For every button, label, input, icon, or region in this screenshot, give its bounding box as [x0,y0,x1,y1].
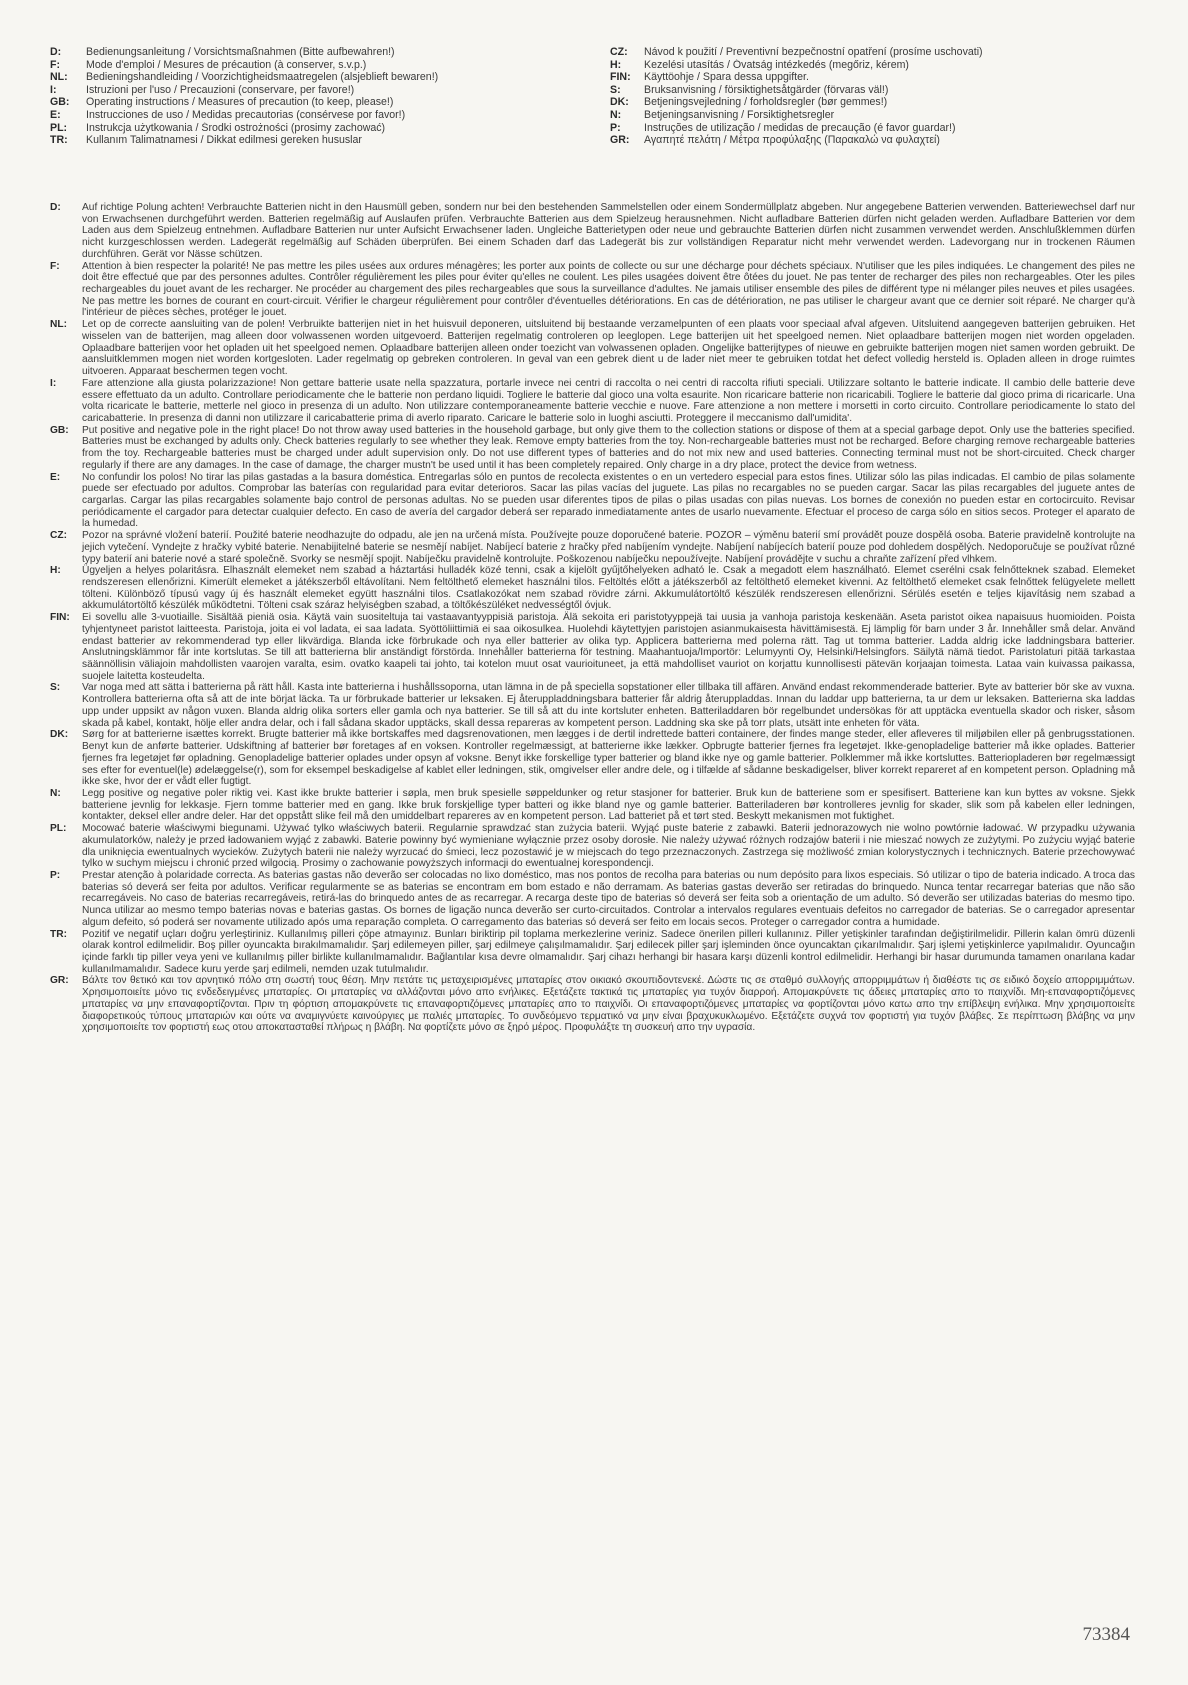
language-code: NL: [50,71,68,84]
section-text: Pozitif ve negatif uçları doğru yerleştiriniz. Kullanılmış pilleri çöpe atmayınız. Bunları biriktirip pil toplama merkezlerine veriniz. Sadece önerilen pilleri kullanınız. Piller yetişkinler tarafından değiştirilmelidir. Pillerin kalan ömrü düzenli olarak kontrol edilmelidir. Boş piller oyuncakta bırakılmamalıdır. Şarj edilemeyen piller, şarj edilmeye çalışılmamalıdır. Şarj edilecek piller şarj işleminden önce oyuncaktan çıkarılmalıdır. Şarj işlemi yetişkinlerce yapılmalıdır. Oyuncağın içinde farklı tip piller veya yeni ve kullanılmış piller birlikte kullanılmamalıdır. Bağlantılar kısa devre olmamalıdır. Şarj cihazı herhangi bir hasara karşı düzenli kontrol edilmelidir. Herhangi bir hasar durumunda tamamen onarılana kadar kullanılmamalıdır. Sadece kuru yerde şarj edilmeli, nemden uzak tutulmalıdır. [82,928,1135,975]
header-row [50,71,575,84]
section-text: Auf richtige Polung achten! Verbrauchte Batterien nicht in den Hausmüll geben, sondern nur bei den bestehenden Sammelstellen oder einem Sondermüllplatz abgeben. Nur angegebene Batterien verwenden. Batteriewechsel darf nur von Erwachsenen durchgeführt werden. Batterien regelmäßig auf Auslaufen prüfen. Verbrauchte Batterien aus dem Spielzeug herausnehmen. Nicht aufladbare Batterien dürfen nicht geladen werden. Aufladbare Batterien vor dem Laden aus dem Spielzeug entnehmen. Aufladbare Batterien nur unter Aufsicht Erwachsener laden. Ungleiche Batterietypen oder neue und gebrauchte Batterien dürfen nicht zusammen verwendet werden. Anschlußklemmen dürfen nicht kurzgeschlossen werden. Ladegerät regelmäßig auf Schäden überprüfen. Bei einem Schaden darf das Ladegerät bis zur vollständigen Reparatur nicht mehr verwendet werden. Ladevorgang nur in trockenen Räumen durchführen. Gerät vor Nässe schützen. [82,202,1135,260]
header-right-column [610,46,1135,147]
section-text: Ügyeljen a helyes polaritásra. Elhasznált elemeket nem szabad a háztartási hulladék közé tenni, csak a kijelölt gyűjtőhelyeken adható le. Csak a megadott elem használható. Elemet cserélni csak felnőtteknek szabad. Elemeket rendszeresen ellenőrizni. Kimerült elemeket a játékszerből eltávolítani. Nem feltölthető elemeket használni tilos. Feltöltés előtt a játékszerből az feltölthető elemeket kivenni. Az feltölthető elemeket csak felnőttek felügyelete mellett tölteni. Különböző típusú vagy új és használt elemeket együtt használni tilos. Csatlakozókat nem szabad rövidre zárni. Akkumulátortöltő készülék rendszeresen ellenőrizni. Sérülés esetén e teljes kijavításig nem szabad a akkumulátortöltő készülék működtetni. Tölteni csak száraz helyiségben szabad, a töltőkészüléket nedvességtől óvjuk. [82,565,1135,612]
section-language-code: I: [50,377,57,389]
section-text: Βάλτε τον θετικό και τον αρνητικό πόλο στη σωστή τους θέση. Μην πετάτε τις μεταχειρισμένες μπαταρίες στον οικιακό σκουπιδοντενεκέ. Δώστε τις σε σταθμό συλλογής απορριμμάτων ή διαθέστε τις σε ειδικό δοχείο απορριμμάτων. Χρησιμοποιείτε μόνο τις ενδεδειγμένες μπαταρίες. Οι μπαταρίες να αλλάζονται μόνο απο ενήλικες. Εξετάζετε τακτικά τις μπαταρίες για τυχόν διαρροή. Απομακρύνετε τις άδειες μπαταρίες απο το παιχνίδι. Μη-επαναφορτιζόμενες μπαταρίες να μην επαναφορτίζονται. Πριν τη φόρτιση απομακρύνετε τις επαναφορτιζόμενες μπαταρίες απο το παιχνίδι. Οι επαναφορτιζόμενες μπαταρίες να φορτίζονται μόνο κατω απο την επίβλεψη ενήλικα. Μην χρησιμοποιείτε διαφορετικούς τύπους μπαταριών και ούτε να αναμιγνύετε καινούργιες με παλιές μπαταρίες. Το συνδεόμενο τερματικό να μην είναι βραχυκυκλωμένο. Εξετάζετε συχνά τον φορτιστή για τυχόν βλάβες. Σε περίπτωση βλάβης να μην χρησιμοποιείτε τον φορτιστή εως οτου αποκατασταθεί πλήρως η βλάβη. Να φορτίζετε μόνο σε ξηρό μέρος. Προφυλάξτε τη συσκευή απο την υγρασία. [82,975,1135,1034]
language-section [50,565,1135,612]
header-row [50,96,575,109]
section-text: Sørg for at batterierne isættes korrekt. Brugte batterier må ikke bortskaffes med dagsrenovationen, men lægges i de dertil indrettede batteri containere, der findes mange steder, eller afleveres til miljøbilen eller på genbrugsstationen. Benyt kun de anførte batterier. Udskiftning af batterier bør foretages af en voksen. Kontroller regelmæssigt, at batterierne ikke lækker. Opbrugte batterier fjernes fra legetøjet. Ikke-genopladelige batterier må ikke oplades. Batterier fjernes fra legetøjet før opladning. Genopladelige batterier oplades under opsyn af voksne. Benyt ikke forskellige typer batterier og bland ikke nye og gamle batterier. Polklemmer må ikke kortsluttes. Batteriopladeren bør regelmæssigt ses efter for eventuel(le) ødelæggelse(r), som for eksempel beskadigelse af kablet eller ledningen, stik, omgivelser eller andre dele, og i tilfælde af sådanne beskadigelser, bliver korrekt repareret af en kompetent person. Opladning må ikke ske, hvor der er vådt eller fugtigt. [82,729,1135,788]
language-section [50,319,1135,378]
section-language-code: CZ: [50,530,67,542]
header-title: Bedienungsanleitung / Vorsichtsmaßnahmen (Bitte aufbewahren!) [86,46,395,58]
language-code: H: [610,58,622,71]
language-code: D: [50,46,62,58]
header-row [610,84,1135,97]
section-language-code: GR: [50,975,69,987]
language-section [50,870,1135,929]
section-language-code: NL: [50,319,67,331]
header-row [610,71,1135,84]
language-section [50,612,1135,682]
language-code: FIN: [610,71,631,84]
header-row [610,96,1135,109]
section-text: Let op de correcte aansluiting van de polen! Verbruikte batterijen niet in het huisvuil deponeren, uitsluitend bij bestaande verzamelpunten of een plaats voor speciaal afval afgeven. Uitsluitend aangegeven batterijen gebruiken. Het wisselen van de batterijen, mag alleen door volwassenen worden uitgevoerd. Batterijen regelmatig controleren op leeglopen. Lege batterijen uit het speelgoed nemen. Niet oplaadbare batterijen mogen niet worden opgeladen. Oplaadbare batterijen voor het opladen uit het speelgoed nemen. Oplaadbare batterijen alleen onder toezicht van volwassenen opladen. Ongelijke batterijtypes of nieuwe en gebruikte batterijen mogen niet samen worden gebruikt. De aansluitklemmen mogen niet worden kortgesloten. Lader regelmatig op gebreken controleren. In geval van een gebrek dient u de lader niet meer te gebruiken totdat het defect volledig hersteld is. Opladen alleen in droge ruimtes uitvoeren. Apparaat beschermen tegen vocht. [82,319,1135,378]
header-row [50,109,575,122]
section-language-code: F: [50,260,60,272]
section-language-code: E: [50,471,61,483]
header-title: Instrukcja użytkowania / Środki ostrożności (prosimy zachować) [86,121,386,134]
header-row [50,46,575,59]
language-code: N: [610,108,622,121]
header-title: Bedieningshandleiding / Voorzichtigheidsmaatregelen (alsjeblieft bewaren!) [86,71,439,84]
header-title: Betjeningsanvisning / Forsiktighetsregler [644,108,835,121]
language-code: S: [610,83,621,96]
header-title: Operating instructions / Measures of precaution (to keep, please!) [86,96,394,109]
header-row [610,109,1135,122]
language-section [50,729,1135,788]
section-language-code: DK: [50,729,69,741]
header-row [610,122,1135,135]
section-language-code: D: [50,202,61,213]
section-text: Var noga med att sätta i batterierna på rätt håll. Kasta inte batterierna i hushållssoporna, utan lämna in de på speciella sopstationer eller tillbaka till affären. Använd endast rekommenderade batterier. Byte av batterier bör ske av vuxna. Kontrollera batterierna ofta så att de inte börjat läcka. Ta ur förbrukade batterier ur leksaken. Ej återuppladdningsbara batterier får aldrig återuppladdas. Innan du laddar upp batterierna, ta ur dem ur leksaken. Batterierna ska laddas upp under uppsikt av någon vuxen. Blanda aldrig olika sorters eller gamla och nya batterier. Se till så att du inte kortsluter enheten. Batteriladdaren bör regelbundet undersökas för att upptäcka eventuella skador och risker, såsom skada på kabel, kontakt, hölje eller andra delar, och i fall sådana skador upptäcks, skall dessa repareras av kompetent person. Laddning ska ske på torr plats, utsätt inte enheten för väta. [82,682,1135,729]
header-title: Kullanım Talimatnamesi / Dikkat edilmesi gereken hususlar [86,134,362,147]
language-section [50,929,1135,976]
header-row [50,84,575,97]
language-code: TR: [50,134,68,147]
language-code: DK: [610,96,629,109]
header-title: Mode d'emploi / Mesures de précaution (à conserver, s.v.p.) [86,58,367,71]
language-section [50,425,1135,472]
language-code: GR: [610,134,630,147]
language-code: PL: [50,121,68,134]
language-section [50,378,1135,425]
language-section [50,261,1135,320]
section-language-code: P: [50,869,61,881]
section-text: Fare attenzione alla giusta polarizzazione! Non gettare batterie usate nella spazzatura, portarle invece nei centri di raccolta o nei centri di raccolta rifiuti speciali. Utilizzare soltanto le batterie indicate. Il cambio delle batterie deve essere effettuato da un adulto. Controllare periodicamente che le batterie non perdano liquidi. Togliere le batterie dal gioco una volta esaurite. Non ricaricare batterie non ricaricabili. Togliere le batterie dal gioco prima di ricaricarle. Una volta ricaricate le batterie, metterle nel gioco in presenza di un adulto. Non utilizzare contemporaneamente batterie vecchie e nuove. Fare attenzione a non mettere i morsetti in corto circuito. Controllare periodicamente lo stato del caricabatterie. In presenza di danni non utilizzare il caricabatterie prima di averlo riparato. Caricare le batterie solo in luoghi asciutti. Proteggere il meccanismo dall'umidita'. [82,377,1135,424]
language-code: F: [50,58,60,71]
header-title: Návod k použití / Preventivní bezpečnostní opatření (prosíme uschovati) [644,46,983,58]
language-code: P: [610,121,621,134]
header-title: Istruzioni per l'uso / Precauzioni (conservare, per favore!) [86,83,355,96]
language-code: GB: [50,96,70,109]
section-language-code: N: [50,787,61,799]
header-row [50,59,575,72]
section-text: No confundir los polos! No tirar las pilas gastadas a la basura doméstica. Entregarlas sólo en puntos de recolecta existentes o en un vertedero especial para estos fines. Utilizar sólo las pilas indicadas. El cambio de pilas solamente puede ser efectuado por adultos. Comprobar las baterías con regularidad para evitar deterioros. Sacar las pilas vacías del juguete. Las pilas no recargables no se pueden cargar. Sacar las pilas recargables del juguete antes de cargarlas. Cargar las pilas recargables solamente bajo control de personas adultas. No se pueden usar diferentes tipos de pilas o pilas usadas con pilas nuevas. Los bornes de conexión no pueden estar en cortocircuito. Revisar periódicamente el cargador para detectar cualquier defecto. En caso de avería del cargador deberá ser reparado inmediatamente antes de usarlo nuevamente. Efectuar el proceso de carga sólo en sitios secos. Proteger el aparato de la humedad. [82,471,1135,530]
section-text: Prestar atenção à polaridade correcta. As baterias gastas não deverão ser colocadas no lixo doméstico, mas nos pontos de recolha para baterias ou num depósito para lixos especiais. Só utilizar o tipo de bateria indicado. A troca das baterias só deverá ser feita por adultos. Verificar regularmente se as baterias se encontram em bom estado e não derramam. As baterias gastas deverão ser retiradas do brinquedo. Nunca tentar recarregar baterias que não são recarregáveis. No caso de baterias recarregáveis, retirá-las do brinquedo antes de as recarregar. A recarga deste tipo de baterias só deverá ser feita sob a orientação de um adulto. Só deverão ser utilizadas baterias do mesmo tipo. Nunca utilizar ao mesmo tempo baterias novas e baterias gastas. Os bornes de ligação nunca deverão ser curto-circuitados. Controlar a intervalos regulares eventuais defeitos no carregador de baterias. Se o carregador apresentar algum defeito, só poderá ser novamente utilizado após uma reparação completa. O carregamento das baterias só deverá ser feito em locais secos. Proteger o carregador contra a humidade. [82,869,1135,928]
header-title: Käyttöohje / Spara dessa uppgifter. [644,71,809,84]
language-code: E: [50,108,61,121]
document-number: 73384 [1082,1624,1130,1645]
section-text: Legg positive og negative poler riktig vei. Kast ikke brukte batterier i søpla, men bruk spesielle søppeldunker og retur stasjoner for batterier. Bruk kun de batteriene som er spesifisert. Batteriene kan kun byttes av voksne. Sjekk batteriene jevnlig for lekkasje. Fjern tomme batterier med en gang. Ikke bruk forskjellige typer batteri og ikke bland nye og gamle batterier. Batteriladeren bør kontrolleres jevnlig for skader, slik som på kabelen eller ledningen, kontakter, deksel eller andre deler. Har det oppstått slike feil må den umiddelbart repareres av en kompetent person. Lad batteriet på et tørt sted. Beskytt mekanismen mot fuktighet. [82,787,1135,823]
language-code: I: [50,83,57,96]
section-language-code: FIN: [50,612,70,624]
header-row [610,59,1135,72]
section-language-code: S: [50,682,61,694]
header-title: Bruksanvisning / försiktighetsåtgärder (förvaras väl!) [644,83,889,96]
language-header [50,46,1135,147]
section-text: Attention à bien respecter la polarité! Ne pas mettre les piles usées aux ordures ménagères; les porter aux points de collecte ou sur une décharge pour déchets spéciaux. N'utiliser que les piles indiquées. Le changement des piles ne doit être effectué que par des personnes adultes. Contrôler régulièrement les piles pour éviter qu'elles ne coulent. Les piles usagées doivent être ôtées du jouet. Ne pas tenter de recharger des piles non rechargeables. Oter les piles rechargeables du jouet avant de les recharger. Ne procéder au chargement des piles rechargeables que sous la surveillance d'adultes. Ne jamais utiliser ensemble des piles de différent type ni mélanger piles neuves et piles usagées. Ne pas mettre les bornes de courant en court-circuit. Vérifier le chargeur régulièrement pour contrôler d'éventuelles détériorations. En cas de détérioration, ne pas utiliser le chargeur avant que ce dernier soit réparé. Ne charger qu'à l'intérieur de pièces sèches, protéger le jouet. [82,260,1135,319]
header-title: Instrucciones de uso / Medidas precautorias (consérvese por favor!) [86,108,406,121]
language-section [50,202,1135,261]
section-language-code: GB: [50,424,69,436]
language-section [50,823,1135,870]
header-row [610,134,1135,147]
header-title: Kezelési utasítás / Óvatság intézkedés (megőriz, kérem) [644,58,909,71]
header-row [610,46,1135,59]
header-title: Αγαπητέ πελάτη / Μέτρα προφύλαξης (Παρακαλώ να φυλαχτεί) [644,134,940,147]
section-text: Ei sovellu alle 3-vuotiaille. Sisältää pieniä osia. Käytä vain suositeltuja tai vastaavantyyppisiä paristoja. Älä sekoita eri paristotyyppejä tai uusia ja vanhoja paristoja keskenään. Aseta paristot oikea napaisuus huomioiden. Poista tyhjentyneet paristot laitteesta. Paristoja, joita ei vol ladata, ei saa ladata. Syöttöliittimiä ei saa oikosulkea. Huolehdi käytettyjen paristojen asianmukaisesta hävittämisestä. Ej lämplig för barn under 3 år. Innehåller små delar. Använd endast batterier av rekommenderad typ eller likvärdiga. Blanda icke förbrukade och nya eller batterier av olika typ. Applicera batterierna med polerna rätt. Tag ut tomma batterier. Ladda aldrig icke laddningsbara batterier. Anslutningsklämmor får inte kortslutas. Se till att batterierna blir anständigt förstörda. Innehåller batterierna för testning. Maahantuoja/Importör: Lelumyynti Oy, Helsinki/Helsingfors. Säilytä nämä tiedot. Paristolaturi pitää tarkastaa säännöllisin väliajoin mahdollisten vaarojen varalta, esim. ovatko kaapeli tai johto, tai kotelon muut osat vaurioituneet, ja että mahdolliset vauriot on korjattu kunnollisesti pätevän korjaajan toimesta. Lataa vain kuivassa paikassa, suojele laitetta kosteudelta. [82,612,1135,682]
language-section [50,788,1135,823]
section-language-code: H: [50,565,61,577]
language-section [50,530,1135,565]
header-row [50,134,575,147]
header-left-column [50,46,575,147]
language-section [50,975,1135,1034]
language-section [50,472,1135,531]
language-section [50,682,1135,729]
section-language-code: TR: [50,928,67,940]
instructions-body [50,202,1135,1034]
language-code: CZ: [610,46,628,58]
header-title: Instruções de utilização / medidas de precaução (é favor guardar!) [644,121,956,134]
section-language-code: PL: [50,823,67,835]
section-text: Mocować baterie właściwymi biegunami. Używać tylko właściwych baterii. Regularnie sprawdzać stan zużycia baterii. Wyjąć puste baterie z zabawki. Baterii jednorazowych nie wolno powtórnie ładować. W przypadku używania akumulatorków, należy je przed ładowaniem wyjąć z zabawki. Baterie powinny być wymieniane wyłącznie przez osoby dorosłe. Nie należy używać różnych rodzajów baterii i nie mieszać nowych ze zużytymi. Po zużyciu wyjąć baterie dla uniknięcia ewentualnych wycieków. Zużytych baterii nie należy wyrzucać do śmieci, lecz pozostawić je w miejscach do tego przeznaczonych. Zastrzega się możliwość zmian kolorystycznych i technicznych. Baterie przechowywać tylko w suchym miejscu i chronić przed wilgocią. Prosimy o zachowanie powyższych informacji do ewentualnej korespondencji. [82,823,1135,870]
header-row [50,122,575,135]
section-text: Put positive and negative pole in the right place! Do not throw away used batteries in the household garbage, but only give them to the collection stations or dispose of them at a special garbage depot. Only use the batteries specified. Batteries must be exchanged by adults only. Check batteries regularly to see whether they leak. Remove empty batteries from the toy. Non-rechargeable batteries must not be recharged. Before charging remove rechargeable batteries from the toy. Rechargeable batteries must be charged under adult supervision only. Do not use different types of batteries and do not mix new and used batteries. Connecting terminal must not be short-circuited. Check charger regularly if there are any damages. In the case of damage, the charger mustn't be used until it has been completely repaired. Only charge in a dry place, protect the device from wetness. [82,424,1135,471]
header-title: Betjeningsvejledning / forholdsregler (bør gemmes!) [644,96,888,109]
section-text: Pozor na správné vložení baterií. Použité baterie neodhazujte do odpadu, ale jen na určená místa. Používejte pouze doporučené baterie. POZOR – výměnu baterií smí provádět pouze dospělá osoba. Baterie pravidelně kontrolujte na jejich vytečení. Vyndejte z hračky vybité baterie. Nenabijitelné baterie se nesmějí nabíjet. Nabíjecí baterie z hračky před nabíjením vyndejte. Nabíjení nabíjecích baterií pouze pod dohledem dospělých. Nedoporučuje se používat různé typy baterií ani baterie nové a staré společně. Svorky se nesmějí spojit. Nabíječku pravidelně kontrolujte. Poškozenou nabíječku nepoužívejte. Nabíjení provádějte v suchu a chraňte zařízení před vlhkem. [82,530,1135,565]
